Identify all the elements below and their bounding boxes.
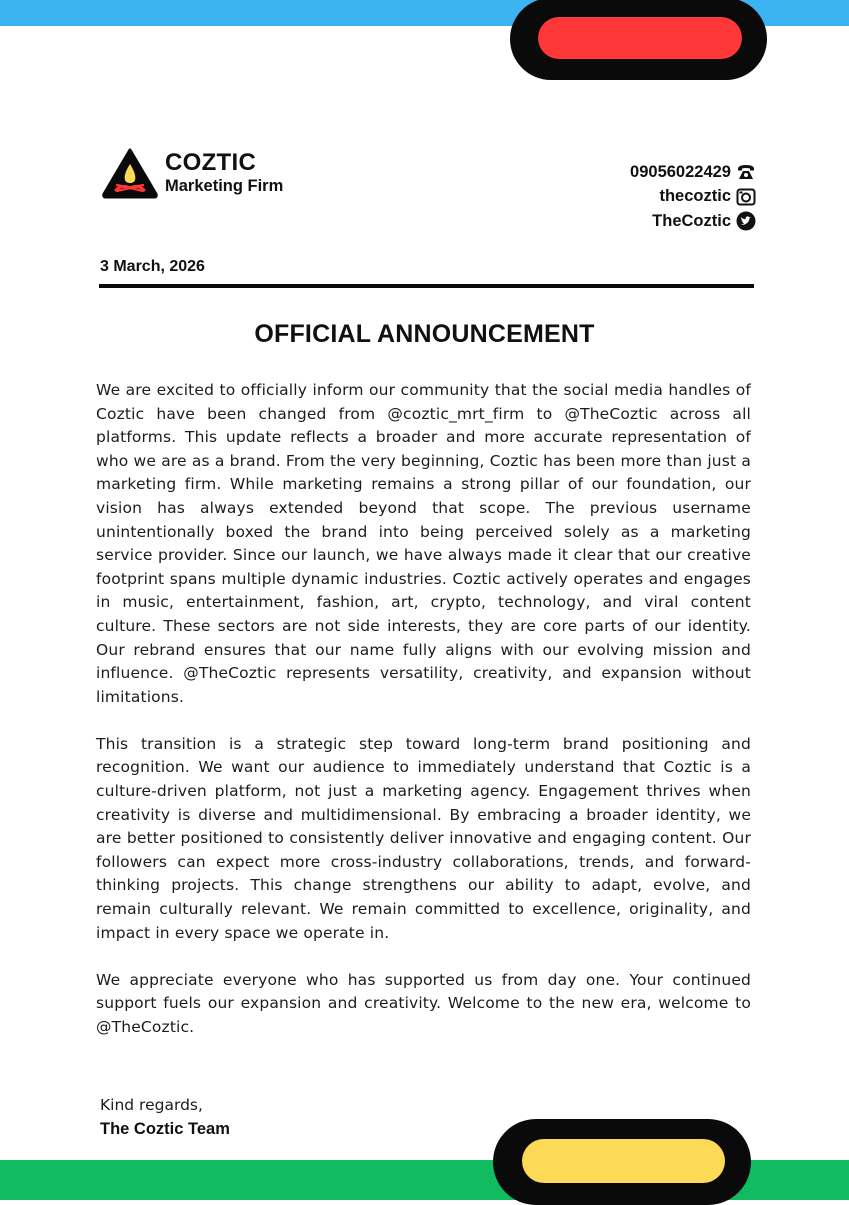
signature-team: The Coztic Team (100, 1120, 230, 1138)
yellow-pill-decoration (493, 1119, 751, 1205)
announcement-title: OFFICIAL ANNOUNCEMENT (254, 320, 595, 348)
body-paragraph-2: This transition is a strategic step toward long-term brand positioning and recognition. We want our audience to immediately understand that Coztic is a culture-driven platform, not just a marketing agency. Engagement thrives when creativity is diverse and multidimensional. By embracing a broader identity, we are better positioned to consistently deliver innovative and engaging content. Our followers can expect more cross-industry collaborations, trends, and forward-thinking projects. This change strengthens our ability to adapt, evolve, and remain culturally relevant. We remain committed to excellence, originality, and impact in every space we operate in. (96, 734, 751, 942)
body-paragraph-3: We appreciate everyone who has supported us from day one. Your continued support fuels our expansion and creativity. Welcome to the new era, welcome to @TheCoztic. (96, 970, 751, 1036)
body-paragraph-1: We are excited to officially inform our community that the social media handles of Coztic have been changed from @coztic_mrt_firm to @TheCoztic across all platforms. This update reflects a broader and more accurate representation of who we are as a brand. From the very beginning, Coztic has been more than just a marketing firm. While marketing remains a strong pillar of our foundation, our vision has always extended beyond that scope. The previous username unintentionally boxed the brand into being perceived solely as a marketing service provider. Since our launch, we have always made it clear that our creative footprint spans multiple dynamic industries. Coztic actively operates and engages in music, entertainment, fashion, art, crypto, technology, and viral content culture. These sectors are not side interests, they are core parts of our identity. Our rebrand ensures that our name fully aligns with our evolving mission and influence. @TheCoztic represents versatility, creativity, and expansion without limitations. (96, 381, 751, 706)
contact-twitter (630, 209, 756, 234)
instagram-icon (735, 186, 756, 207)
red-pill-decoration (510, 0, 767, 80)
closing-regards: Kind regards, (100, 1096, 203, 1114)
red-pill-fill (538, 17, 742, 59)
twitter-icon (735, 211, 756, 232)
brand-name: COZTIC (165, 149, 257, 177)
telephone-icon (735, 162, 756, 183)
contact-instagram (630, 185, 756, 210)
header-divider (99, 284, 754, 288)
brand-logo (101, 147, 283, 199)
announcement-body (96, 379, 751, 1063)
campfire-triangle-icon (101, 147, 159, 199)
contact-phone (630, 160, 756, 185)
brand-subtitle: Marketing Firm (165, 177, 284, 196)
contact-block (630, 160, 756, 234)
letter-date: 3 March, 2026 (100, 258, 205, 275)
twitter-handle: TheCoztic (652, 211, 731, 230)
phone-number: 09056022429 (630, 162, 731, 181)
yellow-pill-fill (522, 1139, 725, 1183)
instagram-handle: thecoztic (659, 187, 731, 206)
letter-closing (100, 1094, 230, 1139)
